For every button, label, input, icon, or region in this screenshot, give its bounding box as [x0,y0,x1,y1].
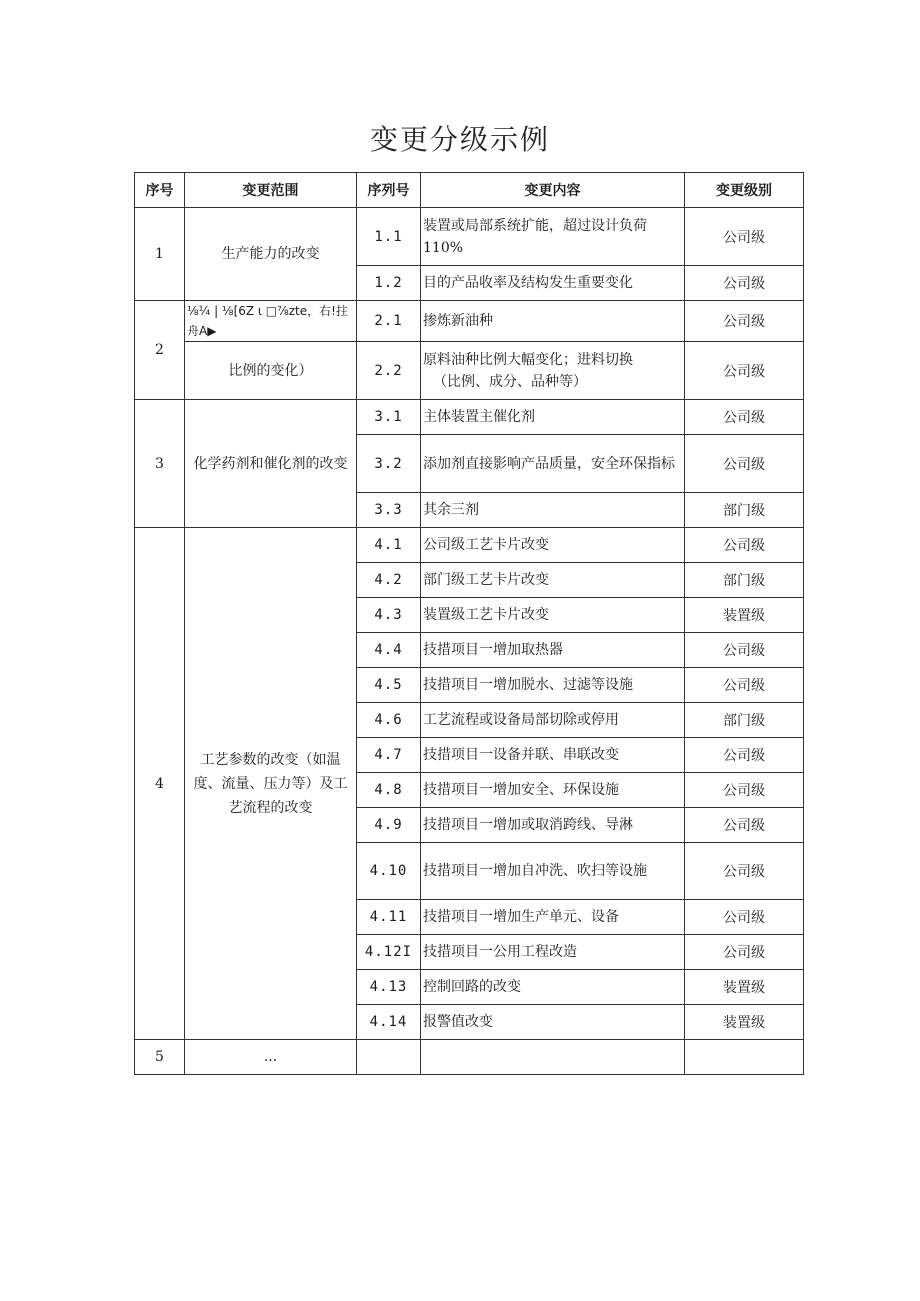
table-row [135,1040,804,1075]
item-no: 4.10 [357,843,421,900]
item-level: 公司级 [685,435,804,493]
page-title: 变更分级示例 [369,123,550,156]
item-level: 装置级 [685,598,804,633]
item-level: 公司级 [685,935,804,970]
item-content: 部门级工艺卡片改变 [421,563,685,598]
item-no: 4.11 [357,900,421,935]
item-no: 4.3 [357,598,421,633]
item-level: 公司级 [685,633,804,668]
item-content: 装置或局部系统扩能，超过设计负荷110% [421,208,685,266]
table-row [135,528,804,563]
header-level: 变更级别 [685,173,804,208]
item-level: 公司级 [685,528,804,563]
header-item-no: 序列号 [357,173,421,208]
item-content: 技措项目一增加生产单元、设备 [421,900,685,935]
table-row [135,342,804,400]
item-content: 报警值改变 [421,1005,685,1040]
header-seq: 序号 [135,173,185,208]
item-level: 公司级 [685,400,804,435]
item-content: 技措项目一增加安全、环保设施 [421,773,685,808]
item-no: 4.9 [357,808,421,843]
change-level-table [134,172,804,1075]
item-content: 公司级工艺卡片改变 [421,528,685,563]
item-no: 2.1 [357,301,421,342]
group-scope-line1 [185,301,357,342]
header-content: 变更内容 [421,173,685,208]
item-content: 技措项目一增加或取消跨线、导淋 [421,808,685,843]
item-content-empty [421,1040,685,1075]
item-content: 技措项目一公用工程改造 [421,935,685,970]
item-content: 技措项目一设备并联、串联改变 [421,738,685,773]
item-no: 4.2 [357,563,421,598]
item-level: 部门级 [685,703,804,738]
group-seq: 4 [135,528,185,1040]
group-seq: 1 [135,208,185,301]
item-content: 其余三剂 [421,493,685,528]
item-level: 部门级 [685,563,804,598]
item-content [421,342,685,400]
item-level: 装置级 [685,970,804,1005]
item-content: 装置级工艺卡片改变 [421,598,685,633]
item-content: 技措项目一增加取热器 [421,633,685,668]
group-seq: 3 [135,400,185,528]
item-level: 公司级 [685,668,804,703]
table-row [135,208,804,266]
item-no: 3.1 [357,400,421,435]
item-no-empty [357,1040,421,1075]
item-content: 掺炼新油种 [421,301,685,342]
group-scope-garbled-text: ⅛¼ | ⅛[6Z ι □⅞zte，右!拄舟A▶ [187,304,348,338]
item-content: 目的产品收率及结构发生重要变化 [421,266,685,301]
item-no: 4.1 [357,528,421,563]
item-content-line2: （比例、成分、品种等） [433,373,587,390]
item-content: 控制回路的改变 [421,970,685,1005]
item-level-empty [685,1040,804,1075]
header-scope: 变更范围 [185,173,357,208]
group-seq: 2 [135,301,185,400]
item-level: 公司级 [685,266,804,301]
item-no: 3.2 [357,435,421,493]
item-no: 2.2 [357,342,421,400]
item-content: 添加剂直接影响产品质量，安全环保指标 [421,435,685,493]
item-no: 1.1 [357,208,421,266]
item-level: 部门级 [685,493,804,528]
group-scope: 工艺参数的改变（如温度、流量、压力等）及工艺流程的改变 [185,528,357,1040]
item-no: 1.2 [357,266,421,301]
table-header-row [135,173,804,208]
item-no: 4.4 [357,633,421,668]
item-level: 公司级 [685,208,804,266]
item-level: 装置级 [685,1005,804,1040]
item-no: 4.13 [357,970,421,1005]
item-content: 工艺流程或设备局部切除或停用 [421,703,685,738]
table-row [135,400,804,435]
group-scope: 生产能力的改变 [185,208,357,301]
item-content: 技措项目一增加脱水、过滤等设施 [421,668,685,703]
item-no: 4.6 [357,703,421,738]
group-scope: 化学药剂和催化剂的改变 [185,400,357,528]
item-no: 4.7 [357,738,421,773]
item-content: 主体装置主催化剂 [421,400,685,435]
item-content-line1: 原料油种比例大幅变化；进料切换 [423,351,633,368]
item-no: 3.3 [357,493,421,528]
item-level: 公司级 [685,301,804,342]
item-level: 公司级 [685,773,804,808]
item-content: 技措项目一增加自冲洗、吹扫等设施 [421,843,685,900]
item-no: 4.12I [357,935,421,970]
group-scope: ... [185,1040,357,1075]
item-level: 公司级 [685,738,804,773]
item-level: 公司级 [685,808,804,843]
item-no: 4.5 [357,668,421,703]
item-no: 4.14 [357,1005,421,1040]
item-level: 公司级 [685,843,804,900]
table-row [135,301,804,342]
group-seq: 5 [135,1040,185,1075]
group-scope-line2: 比例的变化） [185,342,357,400]
item-no: 4.8 [357,773,421,808]
item-level: 公司级 [685,342,804,400]
item-level: 公司级 [685,900,804,935]
